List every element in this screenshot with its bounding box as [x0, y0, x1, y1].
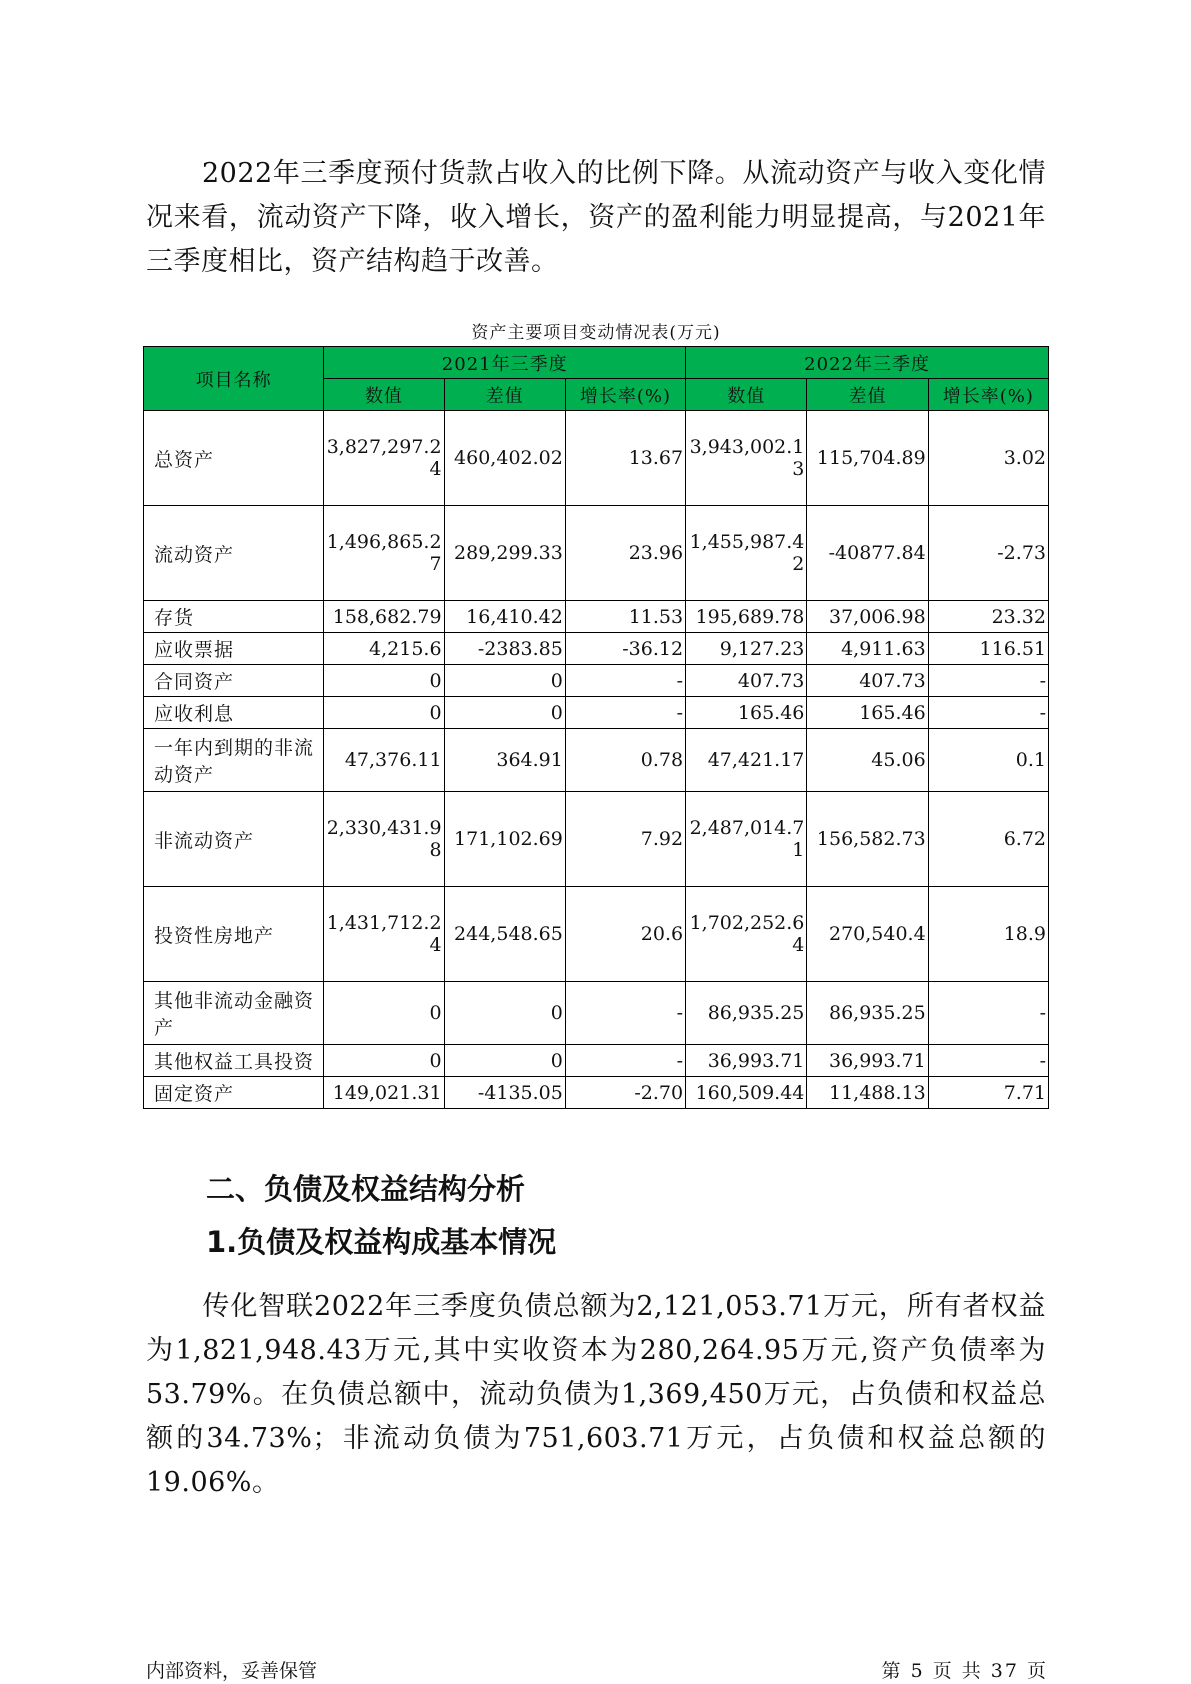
cell-value-2022: 86,935.25	[686, 982, 807, 1045]
cell-diff-2022: 37,006.98	[807, 601, 928, 633]
cell-growth-2021: 13.67	[565, 411, 685, 506]
row-name: 应收票据	[144, 633, 324, 665]
header-period-2021: 2021年三季度	[324, 347, 686, 379]
header-growth-2022: 增长率(%)	[928, 379, 1048, 411]
cell-growth-2021: 0.78	[565, 729, 685, 792]
cell-diff-2021: 289,299.33	[444, 506, 565, 601]
cell-value-2021: 0	[324, 697, 444, 729]
cell-value-2022: 2,487,014.71	[686, 792, 807, 887]
cell-diff-2021: 460,402.02	[444, 411, 565, 506]
cell-value-2022: 3,943,002.13	[686, 411, 807, 506]
page-number: 第 5 页 共 37 页	[881, 1660, 1048, 1682]
cell-growth-2022: 0.1	[928, 729, 1048, 792]
cell-value-2022: 9,127.23	[686, 633, 807, 665]
cell-value-2021: 1,496,865.27	[324, 506, 444, 601]
table-row	[144, 1045, 1049, 1077]
cell-diff-2022: 165.46	[807, 697, 928, 729]
table-caption: 资产主要项目变动情况表(万元)	[471, 323, 721, 343]
row-name: 投资性房地产	[144, 887, 324, 982]
cell-growth-2022: -2.73	[928, 506, 1048, 601]
cell-diff-2021: 0	[444, 982, 565, 1045]
cell-diff-2022: 36,993.71	[807, 1045, 928, 1077]
row-name: 存货	[144, 601, 324, 633]
intro-text: 2022年三季度预付货款占收入的比例下降。从流动资产与收入变化情况来看，流动资产下降，收入增长，资产的盈利能力明显提高，与2021年三季度相比，资产结构趋于改善。	[146, 158, 1046, 277]
table-row	[144, 665, 1049, 697]
table-row	[144, 506, 1049, 601]
table-row	[144, 601, 1049, 633]
table-row	[144, 887, 1049, 982]
cell-diff-2022: 4,911.63	[807, 633, 928, 665]
table-row	[144, 633, 1049, 665]
cell-growth-2021: 7.92	[565, 792, 685, 887]
cell-diff-2021: 0	[444, 1045, 565, 1077]
cell-growth-2022: 3.02	[928, 411, 1048, 506]
table-row	[144, 411, 1049, 506]
cell-value-2022: 1,455,987.42	[686, 506, 807, 601]
cell-value-2022: 195,689.78	[686, 601, 807, 633]
row-name: 其他非流动金融资产	[144, 982, 324, 1045]
cell-growth-2022: -	[928, 665, 1048, 697]
header-value-2021: 数值	[324, 379, 444, 411]
cell-diff-2022: 45.06	[807, 729, 928, 792]
table-row	[144, 982, 1049, 1045]
cell-growth-2021: -	[565, 697, 685, 729]
cell-growth-2022: -	[928, 982, 1048, 1045]
cell-growth-2021: -36.12	[565, 633, 685, 665]
row-name: 合同资产	[144, 665, 324, 697]
cell-value-2021: 3,827,297.24	[324, 411, 444, 506]
cell-growth-2021: 20.6	[565, 887, 685, 982]
table-row	[144, 697, 1049, 729]
cell-value-2022: 160,509.44	[686, 1077, 807, 1109]
cell-value-2022: 36,993.71	[686, 1045, 807, 1077]
header-diff-2021: 差值	[444, 379, 565, 411]
row-name: 非流动资产	[144, 792, 324, 887]
cell-diff-2021: 244,548.65	[444, 887, 565, 982]
row-name: 流动资产	[144, 506, 324, 601]
row-name: 固定资产	[144, 1077, 324, 1109]
cell-diff-2022: 407.73	[807, 665, 928, 697]
cell-growth-2022: -	[928, 697, 1048, 729]
cell-diff-2022: 11,488.13	[807, 1077, 928, 1109]
header-growth-2021: 增长率(%)	[565, 379, 685, 411]
cell-value-2021: 47,376.11	[324, 729, 444, 792]
cell-value-2021: 149,021.31	[324, 1077, 444, 1109]
cell-value-2022: 47,421.17	[686, 729, 807, 792]
cell-diff-2021: -4135.05	[444, 1077, 565, 1109]
cell-growth-2021: 23.96	[565, 506, 685, 601]
table-row	[144, 729, 1049, 792]
cell-growth-2021: -	[565, 1045, 685, 1077]
cell-diff-2021: 0	[444, 665, 565, 697]
cell-diff-2021: 16,410.42	[444, 601, 565, 633]
cell-value-2021: 2,330,431.98	[324, 792, 444, 887]
cell-diff-2022: 270,540.4	[807, 887, 928, 982]
cell-value-2021: 0	[324, 1045, 444, 1077]
cell-value-2022: 407.73	[686, 665, 807, 697]
section-heading: 二、负债及权益结构分析	[206, 1172, 526, 1206]
table-row	[144, 792, 1049, 887]
row-name: 总资产	[144, 411, 324, 506]
row-name: 其他权益工具投资	[144, 1045, 324, 1077]
row-name: 应收利息	[144, 697, 324, 729]
cell-growth-2022: 116.51	[928, 633, 1048, 665]
cell-value-2021: 0	[324, 982, 444, 1045]
cell-diff-2022: 86,935.25	[807, 982, 928, 1045]
cell-growth-2021: -2.70	[565, 1077, 685, 1109]
asset-change-table	[143, 346, 1049, 1109]
cell-growth-2021: 11.53	[565, 601, 685, 633]
header-item-name: 项目名称	[144, 347, 324, 411]
cell-growth-2022: 7.71	[928, 1077, 1048, 1109]
cell-growth-2021: -	[565, 665, 685, 697]
cell-diff-2022: 115,704.89	[807, 411, 928, 506]
header-period-2022: 2022年三季度	[686, 347, 1049, 379]
cell-growth-2022: 18.9	[928, 887, 1048, 982]
cell-diff-2021: -2383.85	[444, 633, 565, 665]
subsection-heading: 1.负债及权益构成基本情况	[206, 1225, 557, 1259]
footer-confidential-note: 内部资料，妥善保管	[146, 1660, 318, 1682]
cell-value-2021: 0	[324, 665, 444, 697]
row-name: 一年内到期的非流动资产	[144, 729, 324, 792]
header-value-2022: 数值	[686, 379, 807, 411]
header-diff-2022: 差值	[807, 379, 928, 411]
body-text: 传化智联2022年三季度负债总额为2,121,053.71万元，所有者权益为1,821,948.43万元,其中实收资本为280,264.95万元,资产负债率为53.79%。在负债总额中，流动负债为1,369,450万元，占负债和权益总额的34.73%；非流动负债为751,603.71万元，占负债和权益总额的19.06%。	[146, 1291, 1046, 1498]
cell-diff-2022: -40877.84	[807, 506, 928, 601]
intro-paragraph	[146, 152, 1046, 284]
cell-diff-2021: 364.91	[444, 729, 565, 792]
cell-value-2021: 4,215.6	[324, 633, 444, 665]
cell-growth-2021: -	[565, 982, 685, 1045]
cell-diff-2021: 0	[444, 697, 565, 729]
cell-growth-2022: 6.72	[928, 792, 1048, 887]
cell-value-2022: 1,702,252.64	[686, 887, 807, 982]
table-row	[144, 1077, 1049, 1109]
cell-diff-2021: 171,102.69	[444, 792, 565, 887]
cell-value-2022: 165.46	[686, 697, 807, 729]
body-paragraph	[146, 1285, 1046, 1505]
cell-value-2021: 1,431,712.24	[324, 887, 444, 982]
cell-value-2021: 158,682.79	[324, 601, 444, 633]
cell-growth-2022: -	[928, 1045, 1048, 1077]
cell-diff-2022: 156,582.73	[807, 792, 928, 887]
cell-growth-2022: 23.32	[928, 601, 1048, 633]
